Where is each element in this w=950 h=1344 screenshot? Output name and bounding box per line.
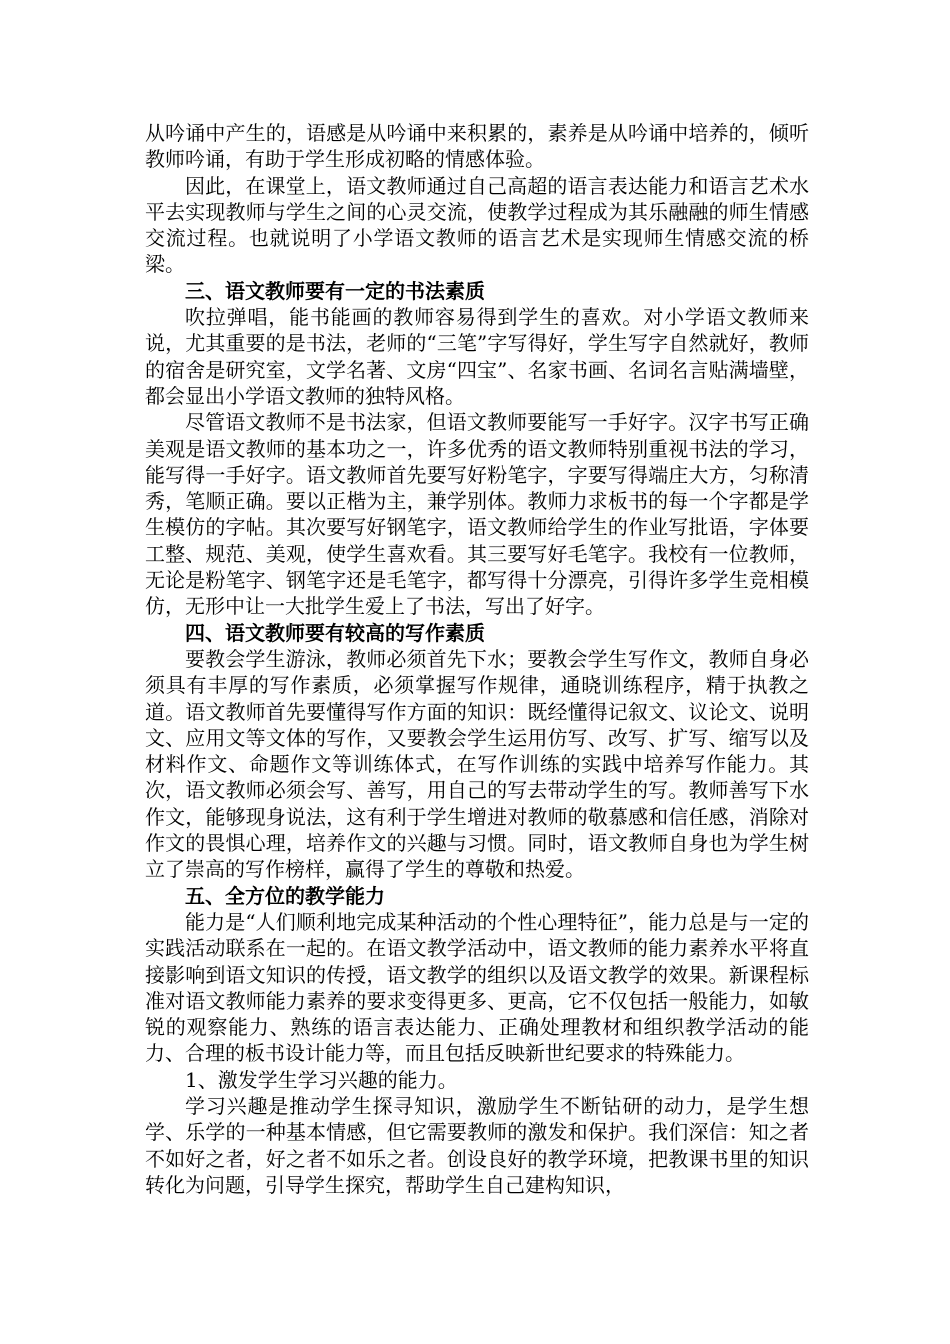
paragraph: 要教会学生游泳，教师必须首先下水；要教会学生写作文，教师自身必须具有丰厚的写作素质，必须掌握写作规律，通晓训练程序，精于执教之道。语文教师首先要懂得写作方面的知识：既经懂得记叙文、议论文、说明文、应用文等文体的写作，又要教会学生运用仿写、改写、扩写、缩写以及材料作文、命题作文等训练体式，在写作训练的实践中培养写作能力。其次，语文教师必须会写、善写，用自己的写去带动学生的写。教师善写下水作文，能够现身说法，这有利于学生增进对教师的敬慕感和信任感，消除对作文的畏惧心理，培养作文的兴趣与习惯。同时，语文教师自身也为学生树立了崇高的写作榜样，赢得了学生的尊敬和热爱。 [145, 646, 809, 882]
paragraph: 因此，在课堂上，语文教师通过自己高超的语言表达能力和语言艺术水平去实现教师与学生之间的心灵交流，使教学过程成为其乐融融的师生情感交流过程。也就说明了小学语文教师的语言艺术是实现师生情感交流的桥梁。 [145, 173, 809, 277]
paragraph: 吹拉弹唱，能书能画的教师容易得到学生的喜欢。对小学语文教师来说，尤其重要的是书法，老师的“三笔”字写得好，学生写字自然就好，教师的宿舍是研究室，文学名著、文房“四宝”、名家书画、名词名言贴满墙壁，都会显出小学语文教师的独特风格。 [145, 305, 809, 408]
document-body [145, 120, 809, 1198]
section-heading: 三、语文教师要有一定的书法素质 [185, 278, 485, 303]
section-heading: 五、全方位的教学能力 [185, 883, 385, 908]
section-heading: 四、语文教师要有较高的写作素质 [185, 620, 485, 645]
paragraph: 能力是“人们顺利地完成某种活动的个性心理特征”，能力总是与一定的实践活动联系在一起的。在语文教学活动中，语文教师的能力素养水平将直接影响到语文知识的传授，语文教学的组织以及语文教学的效果。新课程标准对语文教师能力素养的要求变得更多、更高，它不仅包括一般能力，如敏锐的观察能力、熟练的语言表达能力、正确处理教材和组织教学活动的能力、合理的板书设计能力等，而且包括反映新世纪要求的特殊能力。 [145, 909, 809, 1066]
paragraph: 从吟诵中产生的，语感是从吟诵中来积累的，素养是从吟诵中培养的，倾听教师吟诵，有助于学生形成初略的情感体验。 [145, 121, 809, 172]
paragraph: 1、激发学生学习兴趣的能力。 [185, 1067, 458, 1092]
paragraph: 学习兴趣是推动学生探寻知识，激励学生不断钻研的动力，是学生想学、乐学的一种基本情感，但它需要教师的激发和保护。我们深信：知之者不如好之者，好之者不如乐之者。创设良好的教学环境，把教课书里的知识转化为问题，引导学生探究，帮助学生自己建构知识， [145, 1093, 809, 1197]
paragraph: 尽管语文教师不是书法家，但语文教师要能写一手好字。汉字书写正确美观是语文教师的基本功之一，许多优秀的语文教师特别重视书法的学习，能写得一手好字。语文教师首先要写好粉笔字，字要写得端庄大方，匀称清秀，笔顺正确。要以正楷为主，兼学别体。教师力求板书的每一个字都是学生模仿的字帖。其次要写好钢笔字，语文教师给学生的作业写批语，字体要工整、规范、美观，使学生喜欢看。其三要写好毛笔字。我校有一位教师，无论是粉笔字、钢笔字还是毛笔字，都写得十分漂亮，引得许多学生竞相模仿，无形中让一大批学生爱上了书法，写出了好字。 [145, 410, 809, 619]
